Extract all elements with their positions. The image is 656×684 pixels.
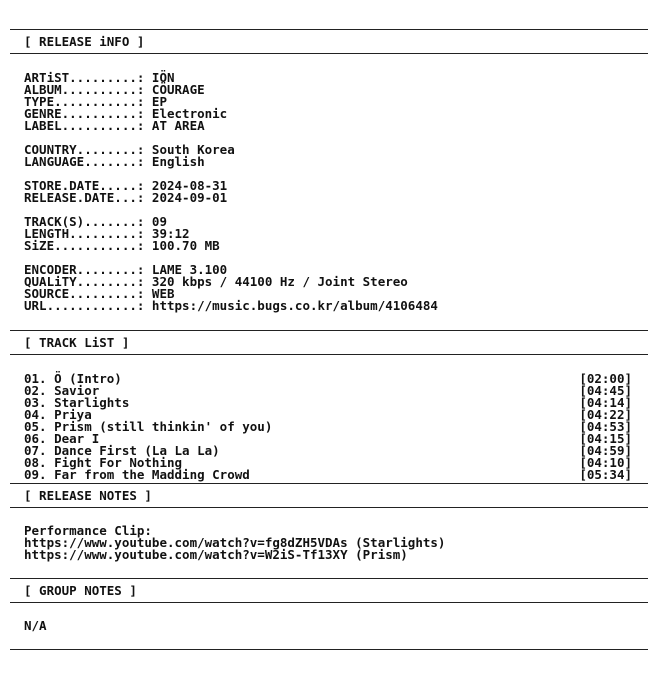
track-title: 07. Dance First (La La La) (24, 443, 220, 458)
track-title: 08. Fight For Nothing (24, 455, 183, 470)
notes-link[interactable]: https://www.youtube.com/watch?v=fg8dZH5VDAs (Starlights) (24, 535, 446, 550)
release-date-line: RELEASE.DATE...: 2024-09-01 (24, 190, 228, 205)
track-title: 02. Savior (24, 383, 100, 398)
album-line: ALBUM..........: CÖURAGE (24, 82, 205, 97)
track-row (24, 421, 634, 433)
track-row (24, 469, 634, 481)
track-time: [04:10] (579, 455, 632, 470)
encoder-line: ENCODER........: LAME 3.100 (24, 262, 228, 277)
size-line: SiZE...........: 100.70 MB (24, 238, 220, 253)
track-title: 01. Ö (Intro) (24, 371, 122, 386)
country-line: COUNTRY........: South Korea (24, 142, 235, 157)
quality-line: QUALiTY........: 320 kbps / 44100 Hz / Joint Stereo (24, 274, 408, 289)
notes-link[interactable]: https://www.youtube.com/watch?v=W2iS-Tf13XY (Prism) (24, 547, 408, 562)
track-time: [04:15] (579, 431, 632, 446)
release-notes-body (10, 508, 648, 578)
track-time: [04:22] (579, 407, 632, 422)
track-row (24, 397, 634, 409)
track-time: [04:53] (579, 419, 632, 434)
tracks-count-line: TRACK(S).......: 09 (24, 214, 167, 229)
length-line: LENGTH.........: 39:12 (24, 226, 190, 241)
language-line: LANGUAGE.......: English (24, 154, 205, 169)
notes-line: Performance Clip: (24, 523, 152, 538)
source-line: SOURCE.........: WEB (24, 286, 175, 301)
track-list-body (10, 355, 648, 483)
track-title: 03. Starlights (24, 395, 130, 410)
url-line: URL............: https://music.bugs.co.kr/album/4106484 (24, 298, 438, 313)
group-notes-header: [ GROUP NOTES ] (24, 583, 137, 598)
track-list-header: [ TRACK LiST ] (24, 335, 130, 350)
release-notes-header: [ RELEASE NOTES ] (24, 488, 152, 503)
group-notes-body (10, 603, 648, 649)
track-time: [02:00] (579, 371, 632, 386)
track-time: [04:45] (579, 383, 632, 398)
artist-line: ARTiST.........: IÖN (24, 70, 175, 85)
track-title: 06. Dear I (24, 431, 100, 446)
track-title: 04. Priya (24, 407, 92, 422)
track-time: [05:34] (579, 467, 632, 482)
track-title: 05. Prism (still thinkin' of you) (24, 419, 273, 434)
genre-line: GENRE..........: Electronic (24, 106, 228, 121)
track-time: [04:59] (579, 443, 632, 458)
track-title: 09. Far from the Madding Crowd (24, 467, 250, 482)
release-info-header: [ RELEASE iNFO ] (24, 34, 145, 49)
track-time: [04:14] (579, 395, 632, 410)
label-line: LABEL..........: AT AREA (24, 118, 205, 133)
release-info-body (10, 54, 648, 330)
nfo-document (10, 29, 648, 650)
divider (10, 649, 648, 650)
track-row (24, 373, 634, 385)
group-notes-text: N/A (24, 618, 47, 633)
type-line: TYPE...........: EP (24, 94, 167, 109)
store-date-line: STORE.DATE.....: 2024-08-31 (24, 178, 228, 193)
